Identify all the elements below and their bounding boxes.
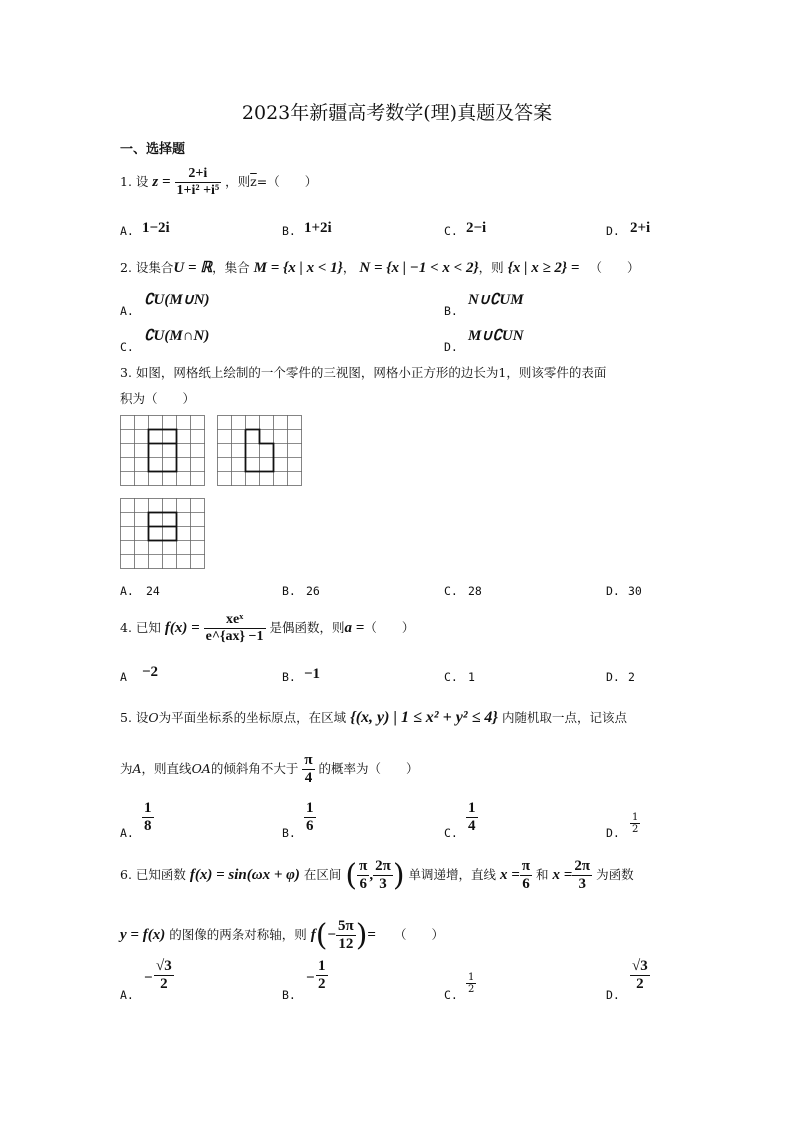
q6-fq: f (310, 927, 316, 943)
q1-tail: ，则 (225, 174, 251, 189)
q1-option-b: 1+2i (304, 220, 332, 236)
q6-option-a-label: A. (120, 988, 134, 1002)
q2-comma: ， (342, 260, 356, 275)
q3-line-1: 3. 如图，网格纸上绘制的一个零件的三视图，网格小正方形的边长为1，则该零件的表面 (120, 365, 607, 380)
q5-point-a: A (132, 761, 142, 776)
q3-option-b: 26 (306, 584, 320, 598)
q2-comma2: ，则 (478, 260, 504, 275)
q1-option-b-label: B. (282, 224, 296, 238)
q3-option-a: 24 (146, 584, 160, 598)
q6-number: 6. 已知函数 (120, 867, 186, 882)
q4-fraction (204, 612, 266, 645)
q6-y: y = f(x) (120, 927, 166, 943)
q5-pi-over-4 (302, 752, 314, 787)
q5-d-num: 1 (632, 812, 639, 823)
q4-option-b-label: B. (282, 670, 296, 684)
q5-c-num: 1 (468, 800, 476, 816)
q3-option-d-label: D. (606, 584, 620, 598)
q6-fq-den: 12 (338, 936, 354, 952)
q6-x2 (572, 858, 592, 893)
q6-interval-right (373, 858, 393, 893)
q5-text-2d: 的概率为（ ） (318, 761, 419, 776)
q6-x2-den: 3 (578, 876, 586, 892)
q6-option-d-label: D. (606, 988, 620, 1002)
q6-text-2: 单调递增，直线 (408, 867, 497, 882)
q4-option-c-label: C. (444, 670, 458, 684)
q5-option-a (142, 800, 154, 835)
q6-d-num: √3 (632, 958, 648, 974)
q1-frac-num: 2+i (175, 166, 222, 183)
q6-option-b-label: B. (282, 988, 296, 1002)
q6-iv-a: π (359, 858, 368, 874)
question-2 (120, 258, 639, 277)
question-6-line-2 (120, 918, 444, 953)
q2-universal-set: U = ℝ (173, 260, 213, 276)
q6-c-num: 1 (468, 972, 475, 983)
q5-line-oa: OA (191, 761, 211, 776)
q6-a-den: 2 (160, 976, 168, 992)
q2-option-d: M∪∁UN (468, 328, 524, 344)
q5-region: {(x, y) | 1 ≤ x² + y² ≤ 4} (350, 709, 498, 726)
q2-option-c: ∁U(M∩N) (144, 328, 210, 344)
q1-fraction (175, 166, 222, 199)
q6-interval-comma: , (369, 867, 374, 883)
q6-iv-c: 2π (375, 858, 391, 874)
q6-fq-num: 5π (337, 918, 354, 934)
q5-option-d-label: D. (606, 826, 620, 840)
q6-rparen: ) (392, 858, 405, 893)
q4-function: f(x) = (164, 620, 200, 636)
q6-x2-num: 2π (574, 858, 591, 874)
side-view-grid (217, 415, 303, 486)
section-heading: 一、选择题 (120, 142, 186, 157)
q1-z: z = (152, 174, 171, 190)
q2-option-b-label: B. (444, 304, 458, 318)
q3-option-c-label: C. (444, 584, 458, 598)
front-view-grid (120, 415, 206, 486)
q2-option-d-label: D. (444, 340, 458, 354)
q6-option-c (466, 972, 476, 995)
q6-option-a-sign: − (144, 970, 153, 986)
question-6-line-1 (120, 858, 634, 893)
q6-option-b-sign: − (306, 970, 315, 986)
q4-paren: （ ） (364, 620, 415, 635)
question-5-line-2 (120, 752, 419, 787)
q6-d-den: 2 (636, 976, 644, 992)
q3-option-b-label: B. (282, 584, 296, 598)
q5-option-a-label: A. (120, 826, 134, 840)
q5-option-c-label: C. (444, 826, 458, 840)
q1-tail2: =（ ） (256, 174, 318, 189)
q6-eq: = (367, 927, 376, 943)
q6-paren: （ ） (393, 927, 444, 942)
q6-fq-lparen: ( (315, 918, 328, 953)
q5-text-2c: 的倾斜角不大于 (210, 761, 299, 776)
q1-option-a-label: A. (120, 224, 134, 238)
q3-line-2: 积为（ ） (120, 391, 196, 406)
q6-x1-num: π (521, 858, 531, 874)
q6-c-den: 2 (468, 984, 475, 995)
q1-option-d: 2+i (630, 220, 651, 236)
q4-option-a: −2 (142, 664, 159, 680)
top-view-grid (120, 498, 206, 569)
q6-x2-lhs: x = (552, 867, 573, 883)
q6-x1-lhs: x = (500, 867, 520, 883)
question-1 (120, 166, 317, 199)
q3-option-a-label: A. (120, 584, 134, 598)
q2-option-c-label: C. (120, 340, 134, 354)
q5-text-2a: 为 (120, 761, 133, 776)
q6-text-4: 的图像的两条对称轴，则 (169, 927, 307, 942)
q4-option-d-label: D. (606, 670, 620, 684)
q1-option-d-label: D. (606, 224, 620, 238)
q3-option-c: 28 (468, 584, 482, 598)
q6-x1 (520, 858, 532, 893)
q5-option-b-label: B. (282, 826, 296, 840)
q6-fq-minus: − (327, 927, 336, 943)
q6-options (120, 958, 680, 1002)
q6-and: 和 (536, 867, 549, 882)
q5-pi: π (304, 752, 313, 768)
q2-paren: （ ） (589, 260, 640, 275)
q4-option-d: 2 (628, 670, 635, 684)
q5-d-den: 2 (632, 824, 639, 835)
q5-a-den: 8 (144, 818, 152, 834)
q4-option-a-label: A (120, 670, 127, 684)
q2-option-b: N∪∁UM (468, 292, 524, 308)
q6-interval-left (357, 858, 369, 893)
q4-number: 4. 已知 (120, 620, 161, 635)
q2-set-n: N = {x | −1 < x < 2} (359, 260, 479, 276)
q5-four: 4 (304, 770, 313, 786)
question-4 (120, 612, 414, 645)
q6-option-b (316, 958, 328, 993)
q6-lparen: ( (345, 858, 358, 893)
q1-option-c-label: C. (444, 224, 458, 238)
q5-b-num: 1 (306, 800, 314, 816)
q6-iv-b: 6 (359, 876, 367, 892)
q1-frac-den: 1+i² +i⁵ (176, 183, 220, 198)
q6-function: f(x) = sin(ωx + φ) (189, 867, 300, 883)
q1-option-a: 1−2i (142, 220, 170, 236)
q5-c-den: 4 (468, 818, 476, 834)
q2-mid: ，集合 (212, 260, 250, 275)
q6-text-1: 在区间 (303, 867, 342, 882)
q4-tail: 是偶函数，则 (269, 620, 345, 635)
q2-set-target: {x | x ≥ 2} = (507, 260, 580, 276)
q6-a-num: √3 (156, 958, 172, 974)
q5-option-d (630, 812, 640, 835)
q5-text-b: 为平面坐标系的坐标原点，在区域 (158, 710, 347, 725)
q6-iv-d: 3 (379, 876, 387, 892)
q5-number: 5. 设 (120, 710, 149, 725)
q4-a: a = (344, 620, 365, 636)
q1-number: 1. 设 (120, 174, 149, 189)
q6-option-a (154, 958, 174, 993)
q4-frac-num: xeˣ (204, 612, 266, 629)
q4-option-b: −1 (304, 666, 321, 682)
q2-option-a-label: A. (120, 304, 134, 318)
q5-option-c (466, 800, 478, 835)
q3-option-d: 30 (628, 584, 642, 598)
page-title: 2023年新疆高考数学(理)真题及答案 (241, 102, 553, 124)
q6-x1-den: 6 (522, 876, 530, 892)
q6-fq-rparen: ) (355, 918, 368, 953)
question-5-line-1 (120, 708, 627, 727)
q5-text-c: 内随机取一点，记该点 (501, 710, 627, 725)
q2-set-m: M = {x | x < 1} (253, 260, 343, 276)
q5-b-den: 6 (306, 818, 314, 834)
q6-option-c-label: C. (444, 988, 458, 1002)
q4-option-c: 1 (468, 670, 475, 684)
q5-options (120, 800, 680, 840)
q2-number: 2. 设集合 (120, 260, 174, 275)
q5-origin: O (148, 710, 159, 725)
q5-option-b (304, 800, 316, 835)
q1-option-c: 2−i (466, 220, 487, 236)
q6-option-d (630, 958, 650, 993)
q5-a-num: 1 (144, 800, 152, 816)
q6-b-den: 2 (318, 976, 326, 992)
q2-option-a: ∁U(M∪N) (144, 292, 210, 308)
q1-zbar: $\overline{z}$ (250, 174, 257, 189)
q5-text-2b: ，则直线 (141, 761, 192, 776)
q6-b-num: 1 (318, 958, 326, 974)
q6-fq-frac (336, 918, 356, 953)
q4-frac-den: e^{ax} −1 (205, 629, 264, 644)
q6-text-3: 为函数 (596, 867, 634, 882)
